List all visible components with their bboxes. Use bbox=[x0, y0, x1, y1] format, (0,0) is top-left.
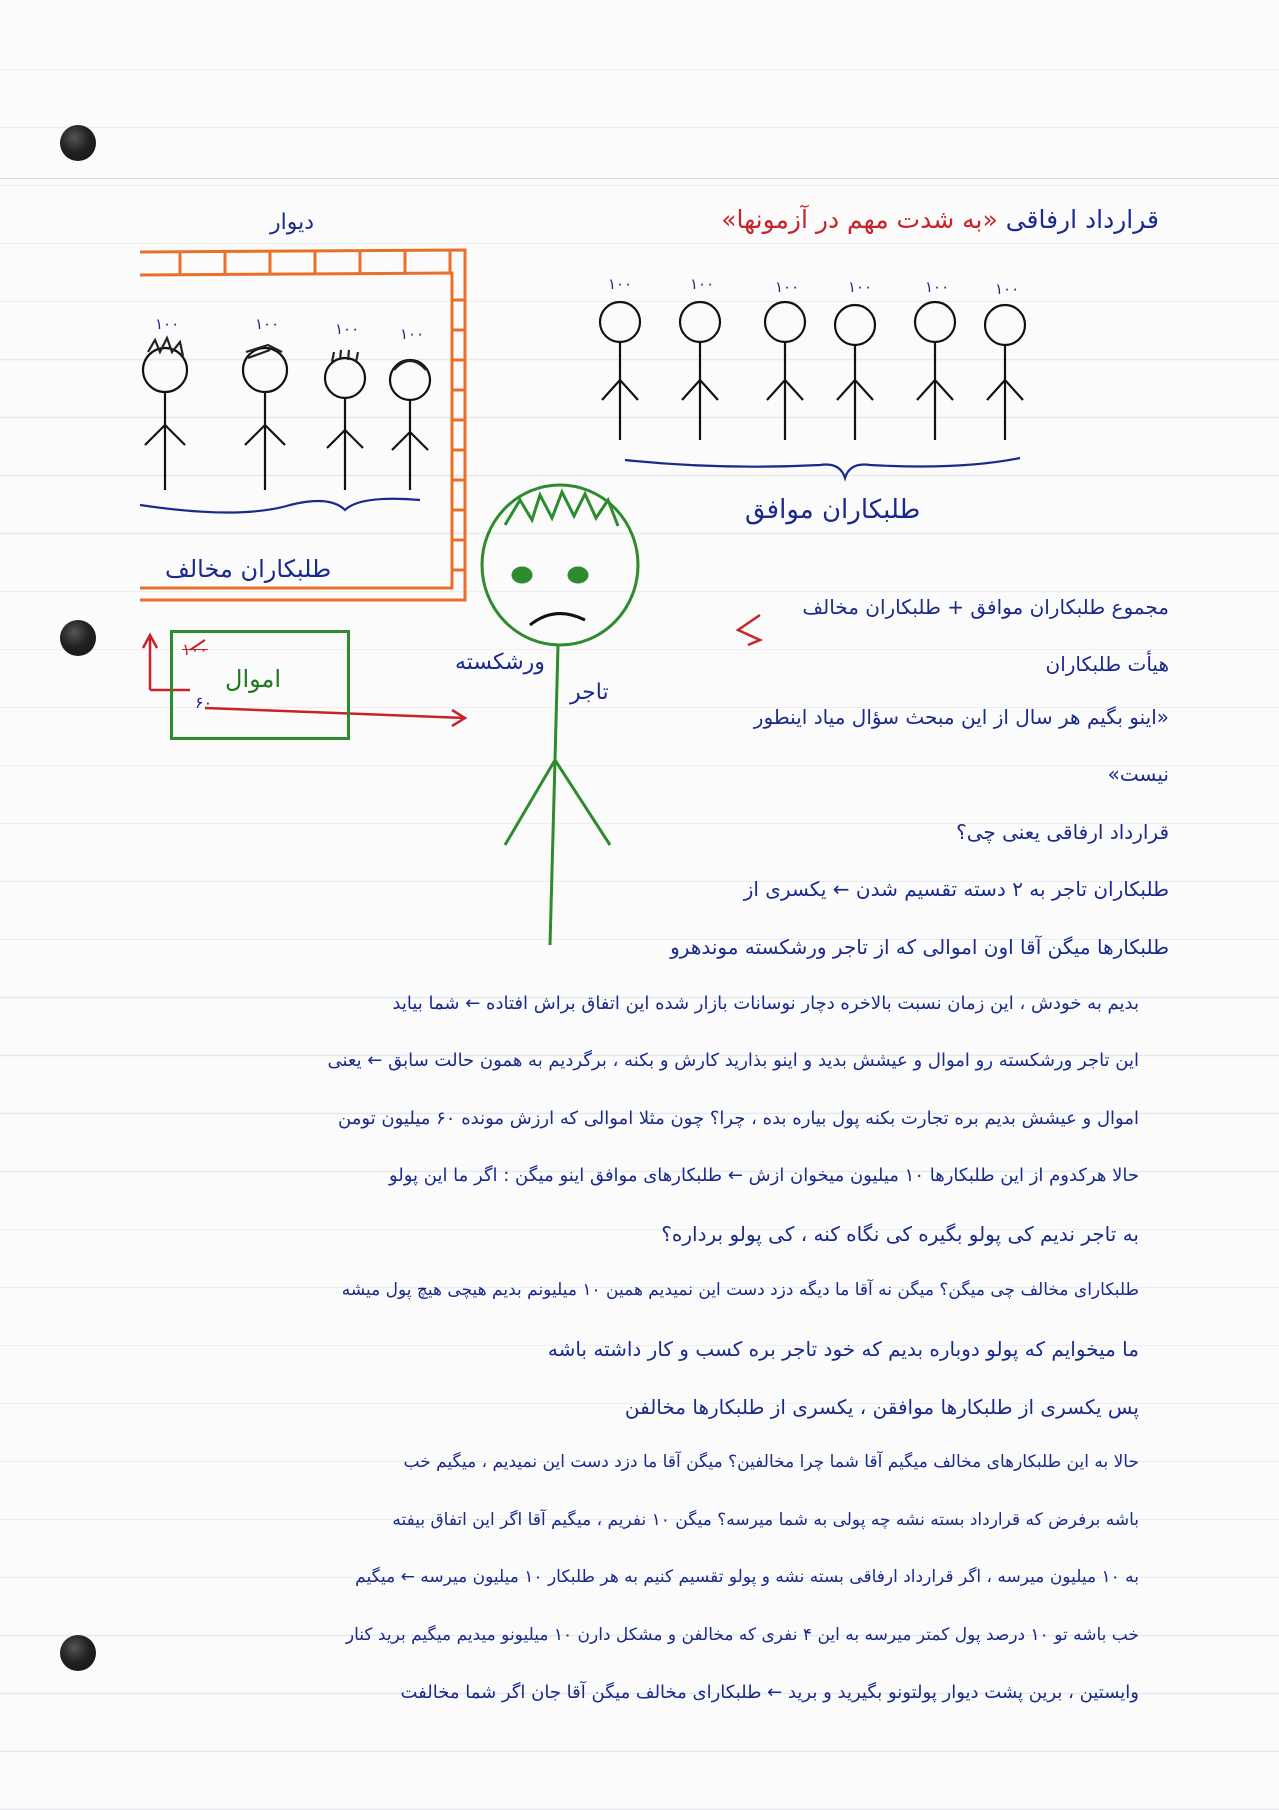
note-line: نیست» bbox=[1107, 762, 1169, 786]
note-line: بدیم به خودش ، این زمان نسبت بالاخره دچار نوسانات بازار شده این اتفاق براش افتاده ← شما بیاید bbox=[392, 993, 1139, 1014]
opposing-creditors-label: طلبکاران مخالف bbox=[165, 555, 332, 583]
note-line: قرارداد ارفاقی یعنی چی؟ bbox=[956, 820, 1169, 844]
note-line: حالا به این طلبکارهای مخالف میگیم آقا شما چرا مخالفین؟ میگن آقا ما دزد دست این نمیدیم ، میگیم خب bbox=[403, 1452, 1139, 1472]
stick-figure-icon bbox=[600, 302, 640, 440]
note-line: پس یکسری از طلبکارها موافقن ، یکسری از طلبکارها مخالفن bbox=[624, 1395, 1139, 1419]
stick-figure-icon bbox=[765, 302, 805, 440]
stick-figure-icon bbox=[143, 338, 187, 490]
brick-wall-icon bbox=[140, 250, 465, 600]
asset-value-new: ۶۰ bbox=[195, 693, 213, 712]
stick-figure-icon bbox=[985, 305, 1025, 440]
note-line: اموال و عیشش بدیم بره تجارت بکنه پول بیاره بده ، چرا؟ چون مثلا اموالی که ارزش مونده ۶۰ میلیون تومن bbox=[338, 1108, 1139, 1129]
supporting-count: ۱۰۰ bbox=[925, 278, 950, 296]
opposing-count: ۱۰۰ bbox=[400, 325, 425, 343]
note-line: خب باشه تو ۱۰ درصد پول کمتر میرسه به این ۴ نفری که مخالفن و مشکل دارن ۱۰ میلیونو میدیم میگیم برید کنار bbox=[345, 1625, 1139, 1645]
merchant-label: تاجر bbox=[570, 680, 609, 705]
supporting-count: ۱۰۰ bbox=[995, 280, 1020, 298]
note-line: به ۱۰ میلیون میرسه ، اگر قرارداد ارفاقی بسته نشه و پولو تقسیم کنیم به هر طلبکار ۱۰ میلیون میرسه ← میگیم bbox=[355, 1567, 1139, 1587]
opposing-count: ۱۰۰ bbox=[255, 315, 280, 333]
stick-figure-icon bbox=[835, 305, 875, 440]
curved-arrow-icon bbox=[738, 615, 760, 645]
asset-value-old: ۱۰۰ bbox=[182, 640, 208, 659]
up-arrow-icon bbox=[143, 635, 157, 690]
merchant-figure-icon bbox=[482, 485, 638, 945]
note-line: ما میخوایم که پولو دوباره بدیم که خود تاجر بره کسب و کار داشته باشه bbox=[547, 1337, 1139, 1361]
stick-figure-icon bbox=[390, 360, 430, 490]
note-line: طلبکارها میگن آقا اون اموالی که از تاجر ورشکسته موندهرو bbox=[670, 935, 1169, 959]
supporting-count: ۱۰۰ bbox=[848, 278, 873, 296]
note-line: مجموع طلبکاران موافق + طلبکاران مخالف bbox=[802, 595, 1169, 619]
wall-label: دیوار bbox=[270, 210, 315, 235]
stick-figure-icon bbox=[915, 302, 955, 440]
note-line: باشه برفرض که قرارداد بسته نشه چه پولی به شما میرسه؟ میگن ۱۰ نفریم ، میگیم آقا اگر این اتفاق بیفته bbox=[392, 1510, 1139, 1530]
supporting-count: ۱۰۰ bbox=[775, 278, 800, 296]
supporting-count: ۱۰۰ bbox=[690, 275, 715, 293]
note-line: «اینو بگیم هر سال از این مبحث سؤال میاد اینطور bbox=[753, 705, 1169, 729]
note-line: وایستین ، برین پشت دیوار پولتونو بگیرید و برید ← طلبکارای مخالف میگن آقا جان اگر شما مخالفت bbox=[400, 1682, 1139, 1703]
supporting-creditors-label: طلبکاران موافق bbox=[745, 495, 921, 525]
title-text: قرارداد ارفاقی bbox=[1005, 205, 1159, 234]
stick-figure-icon bbox=[680, 302, 720, 440]
note-line: حالا هرکدوم از این طلبکارها ۱۰ میلیون میخوان ازش ← طلبکارهای موافق اینو میگن : اگر ما این پولو bbox=[388, 1165, 1139, 1186]
opposing-count: ۱۰۰ bbox=[155, 315, 180, 333]
opposing-creditors-figures bbox=[140, 338, 430, 513]
note-line: این تاجر ورشکسته رو اموال و عیشش بدید و اینو بذارید کارش و بکنه ، برگردیم به همون حالت سابق ← یعنی bbox=[327, 1050, 1139, 1071]
title-note: «به شدت مهم در آزمونها» bbox=[721, 205, 998, 234]
note-line: طلبکارای مخالف چی میگن؟ میگن نه آقا ما دیگه دزد دست این نمیدیم همین ۱۰ میلیونم بدیم هیچی هیچ پول میشه bbox=[341, 1280, 1139, 1300]
note-line: هیأت طلبکاران bbox=[1045, 652, 1169, 676]
opposing-count: ۱۰۰ bbox=[335, 320, 360, 338]
stick-figure-icon bbox=[325, 350, 365, 490]
supporting-count: ۱۰۰ bbox=[608, 275, 633, 293]
note-line: طلبکاران تاجر به ۲ دسته تقسیم شدن ← یکسری از bbox=[743, 877, 1169, 901]
supporting-creditors-figures bbox=[600, 302, 1025, 478]
note-line: به تاجر ندیم کی پولو بگیره کی نگاه کنه ، کی پولو برداره؟ bbox=[661, 1222, 1139, 1246]
merchant-sub-label: ورشکسته bbox=[455, 650, 545, 675]
stick-figure-icon bbox=[243, 345, 287, 490]
assets-label: اموال bbox=[225, 665, 282, 693]
